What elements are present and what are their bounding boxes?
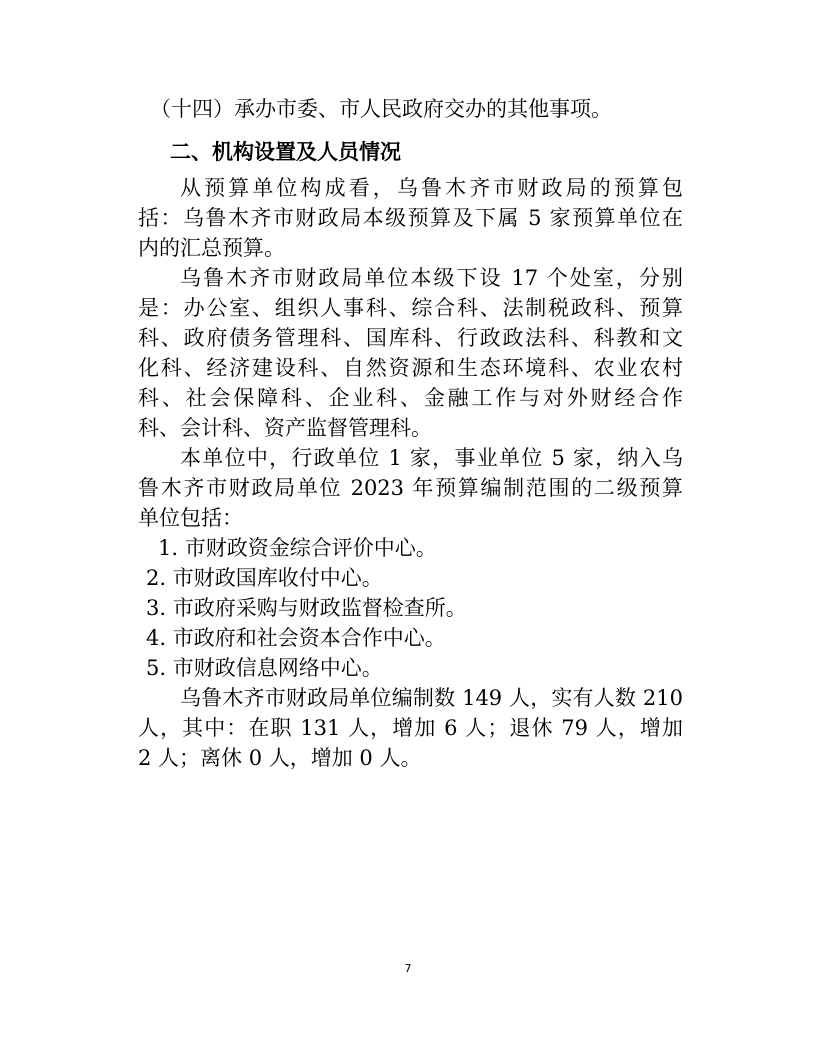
paragraph-line: 乌鲁木齐市财政局单位编制数 149 人，实有人数 210	[180, 686, 683, 710]
paragraph-line: 科、政府债务管理科、国库科、行政政法科、科教和文	[138, 326, 683, 350]
paragraph-line: 内的汇总预算。	[138, 236, 285, 260]
list-item: 1. 市财政资金综合评价中心。	[158, 536, 437, 560]
section-heading: 二、机构设置及人员情况	[170, 140, 401, 164]
paragraph-line: 化科、经济建设科、自然资源和生态环境科、农业农村	[138, 356, 683, 380]
list-item: 4. 市政府和社会资本合作中心。	[146, 626, 446, 650]
list-item: 5. 市财政信息网络中心。	[146, 656, 383, 680]
paragraph-line: 是：办公室、组织人事科、综合科、法制税政科、预算	[138, 296, 683, 320]
list-item: 2. 市财政国库收付中心。	[146, 566, 383, 590]
paragraph-line: 括：乌鲁木齐市财政局本级预算及下属 5 家预算单位在	[138, 206, 683, 230]
paragraph-line: 科、会计科、资产监督管理科。	[138, 416, 432, 440]
page-number: 7	[404, 962, 412, 975]
list-item: 3. 市政府采购与财政监督检查所。	[146, 596, 467, 620]
text-line: （十四）承办市委、市人民政府交办的其他事项。	[150, 97, 612, 121]
paragraph-line: 乌鲁木齐市财政局单位本级下设 17 个处室，分别	[180, 266, 683, 290]
paragraph-line: 2 人；离休 0 人，增加 0 人。	[138, 746, 422, 770]
paragraph-line: 鲁木齐市财政局单位 2023 年预算编制范围的二级预算	[138, 476, 683, 500]
paragraph-line: 单位包括：	[138, 506, 243, 530]
paragraph-line: 科、社会保障科、企业科、金融工作与对外财经合作	[138, 386, 683, 410]
paragraph-line: 人，其中：在职 131 人，增加 6 人；退休 79 人，增加	[138, 716, 683, 740]
paragraph-line: 本单位中，行政单位 1 家，事业单位 5 家，纳入乌	[180, 446, 683, 470]
paragraph-line: 从预算单位构成看，乌鲁木齐市财政局的预算包	[180, 176, 683, 200]
